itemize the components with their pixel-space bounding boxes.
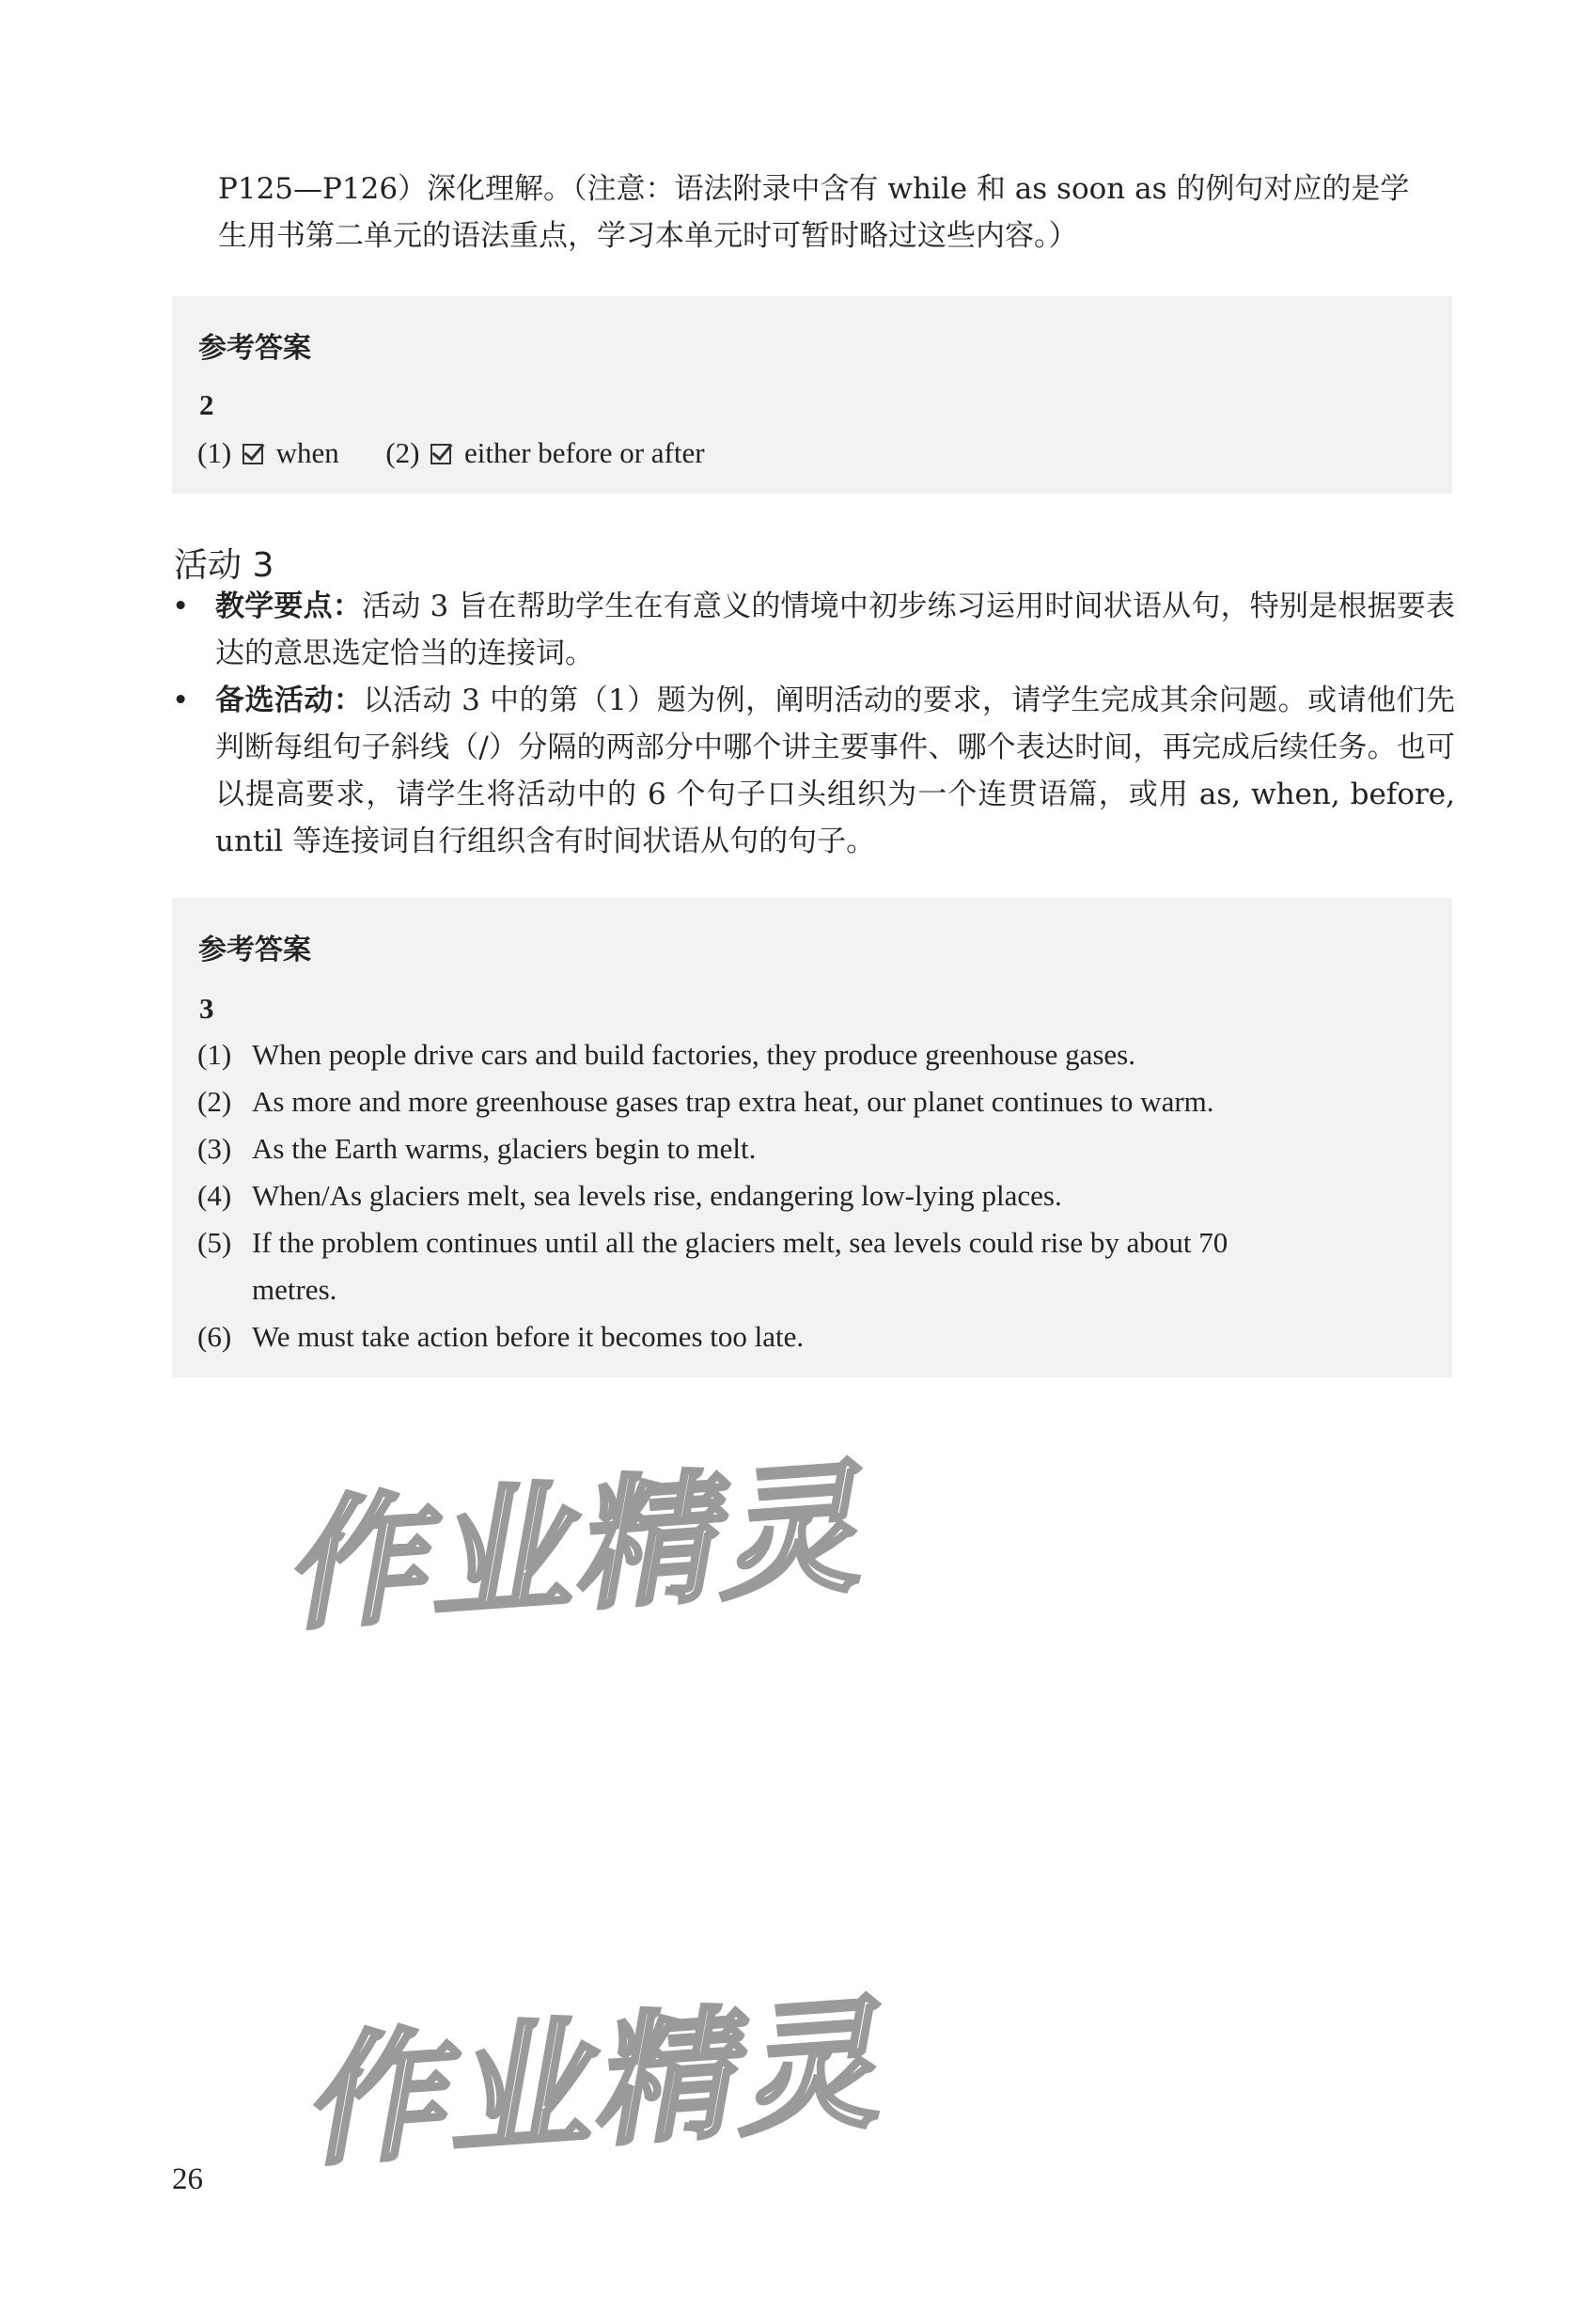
checkbox-icon	[430, 444, 451, 464]
checkbox-icon	[243, 444, 263, 464]
item-number: (4)	[197, 1179, 232, 1212]
answer-line-6	[197, 1313, 1419, 1360]
answer-line-1	[197, 1031, 1419, 1078]
item-text: either before or after	[463, 436, 705, 469]
answer-box-title: 参考答案	[198, 934, 311, 966]
bullet-text: 活动 3 旨在帮助学生在有意义的情境中初步练习运用时间状语从句，特别是根据要表达的意思选定恰当的连接词。	[215, 589, 1456, 670]
answer-box-title: 参考答案	[198, 332, 311, 365]
item-text: As more and more greenhouse gases trap extra heat, our planet continues to warm.	[252, 1085, 1214, 1118]
bullet-icon: •	[172, 684, 190, 717]
activity-heading: 活动 3	[174, 546, 274, 585]
question-number: 2	[199, 388, 214, 421]
item-number: (3)	[197, 1132, 232, 1165]
answer-line-5	[197, 1219, 1419, 1306]
answer-line-3	[197, 1125, 1419, 1172]
bullet-label: 教学要点：	[215, 589, 363, 623]
item-text: If the problem continues until all the glaciers melt, sea levels could rise by about 70	[252, 1226, 1228, 1259]
bullet-icon: •	[172, 589, 190, 623]
item-text: We must take action before it becomes too late.	[252, 1320, 805, 1353]
question-number: 3	[199, 992, 214, 1025]
item-number: (2)	[385, 436, 420, 469]
item-number: (5)	[197, 1226, 232, 1259]
item-text: when	[275, 436, 339, 469]
item-number: (1)	[197, 436, 232, 469]
bullet-label: 备选活动：	[215, 684, 364, 717]
item-number: (1)	[197, 1038, 232, 1071]
answer-box-1	[172, 296, 1452, 494]
answer-box-2	[172, 898, 1452, 1377]
intro-line-2: 生用书第二单元的语法重点，学习本单元时可暂时略过这些内容。）	[218, 219, 1078, 253]
item-number: (2)	[197, 1085, 232, 1118]
item-number: (6)	[197, 1320, 232, 1353]
page-number: 26	[172, 2162, 203, 2196]
answer-line-4	[197, 1172, 1419, 1219]
intro-line-1: P125—P126）深化理解。（注意：语法附录中含有 while 和 as soon as 的例句对应的是学	[218, 172, 1410, 206]
answer-line-2	[197, 1078, 1419, 1125]
item-text: When/As glaciers melt, sea levels rise, endangering low-lying places.	[252, 1179, 1062, 1212]
answer-line	[197, 430, 1419, 477]
watermark: 作业精灵	[277, 1446, 868, 1651]
item-text: When people drive cars and build factories, they produce greenhouse gases.	[252, 1038, 1135, 1071]
bullet-text: 以活动 3 中的第（1）题为例，阐明活动的要求，请学生完成其余问题。或请他们先判断每组句子斜线（/）分隔的两部分中哪个讲主要事件、哪个表达时间，再完成后续任务。也可以提高要求，请学生将活动中的 6 个句子口头组织为一个连贯语篇，或用 as, when, before, until 等连接词自行组织含有时间状语从句的句子。	[215, 684, 1456, 858]
item-text-continued: metres.	[252, 1273, 337, 1306]
bullet-optional-activity	[172, 677, 1455, 865]
bullet-teaching-points	[172, 583, 1455, 677]
item-text: As the Earth warms, glaciers begin to melt.	[252, 1132, 757, 1165]
watermark: 作业精灵	[296, 1982, 886, 2187]
